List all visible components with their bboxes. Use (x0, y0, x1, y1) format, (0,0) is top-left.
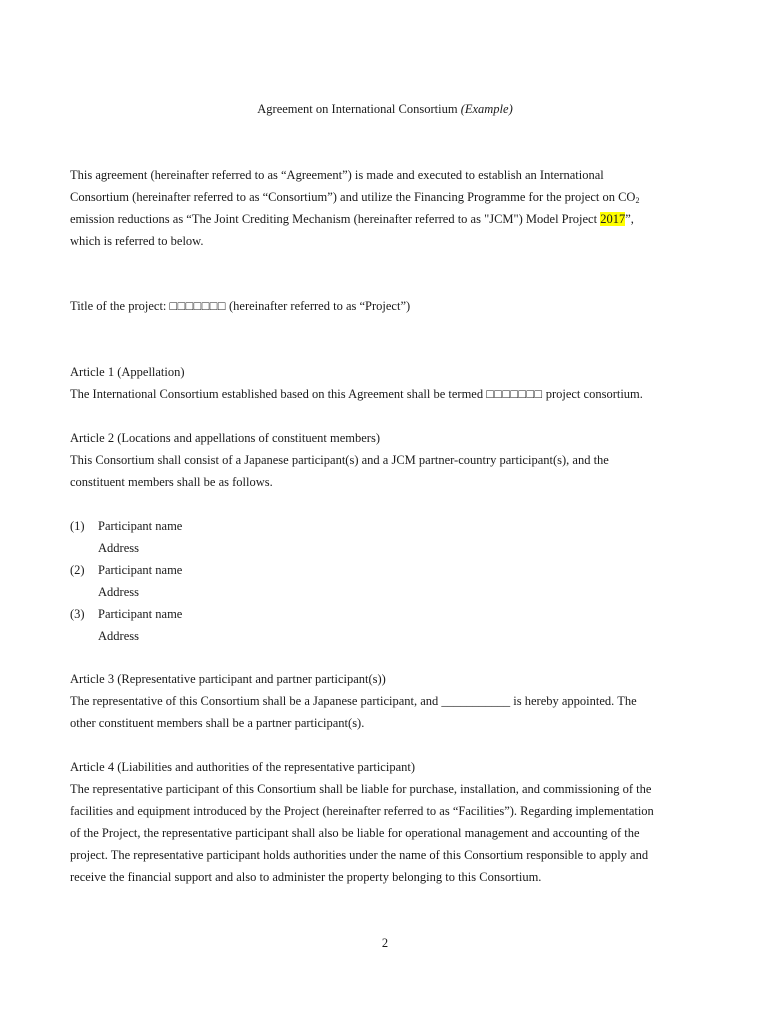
highlighted-year: 2017 (600, 212, 626, 226)
title-example-note: (Example) (460, 102, 513, 116)
member-3-number: (3) (70, 607, 85, 621)
member-1-address: Address (98, 541, 139, 555)
member-3-address: Address (98, 629, 139, 643)
intro-line-2 (70, 189, 639, 205)
member-1-number: (1) (70, 519, 85, 533)
intro-line-1: This agreement (hereinafter referred to as “Agreement”) is made and executed to establish an International (70, 168, 604, 182)
member-2-address: Address (98, 585, 139, 599)
member-3-name: Participant name (98, 607, 183, 621)
article-4-line-3: of the Project, the representative participant shall also be liable for operational management and accounting of the (70, 826, 640, 840)
project-title-suffix: (hereinafter referred to as “Project”) (225, 299, 411, 313)
intro-line-4: which is referred to below. (70, 234, 204, 248)
article-1-text: The International Consortium established based on this Agreement shall be termed (70, 387, 487, 401)
article-4-line-2: facilities and equipment introduced by the Project (hereinafter referred to as “Facilities”). Regarding implementation (70, 804, 654, 818)
article-3-heading: Article 3 (Representative participant and partner participant(s)) (70, 672, 386, 686)
member-2-name: Participant name (98, 563, 183, 577)
project-title-line (70, 298, 410, 314)
article-2-line-1: This Consortium shall consist of a Japanese participant(s) and a JCM partner-country participant(s), and the (70, 453, 609, 467)
article-2-line-2: constituent members shall be as follows. (70, 475, 273, 489)
intro-line-2-text: Consortium (hereinafter referred to as “Consortium”) and utilize the Financing Programme for the project on CO (70, 190, 636, 204)
co2-subscript: 2 (635, 196, 640, 205)
article-1-heading: Article 1 (Appellation) (70, 365, 185, 379)
project-title-label: Title of the project: (70, 299, 170, 313)
article-4-heading: Article 4 (Liabilities and authorities of the representative participant) (70, 760, 416, 774)
article-2-heading: Article 2 (Locations and appellations of constituent members) (70, 431, 380, 445)
title-text: Agreement on International Consortium (257, 102, 461, 116)
intro-line-3-end: ”, (625, 212, 634, 226)
article-3-line-1: The representative of this Consortium shall be a Japanese participant, and ___________ is hereby appointed. The (70, 694, 637, 708)
article-4-line-5: receive the financial support and also to administer the property belonging to this Consortium. (70, 870, 542, 884)
article-4-line-1: The representative participant of this Consortium shall be liable for purchase, installation, and commissioning of the (70, 782, 652, 796)
project-name-placeholder: □□□□□□□ (169, 299, 226, 313)
member-1-name: Participant name (98, 519, 183, 533)
article-1-body (70, 386, 643, 402)
page-title (0, 101, 770, 117)
article-4-line-4: project. The representative participant holds authorities under the name of this Consortium responsible to apply and (70, 848, 649, 862)
article-1-text-end: project consortium. (542, 387, 643, 401)
intro-line-3-text: emission reductions as “The Joint Crediting Mechanism (hereinafter referred to as "JCM") Model Project (70, 212, 601, 226)
intro-line-3 (70, 211, 634, 227)
member-2-number: (2) (70, 563, 85, 577)
article-3-line-2: other constituent members shall be a partner participant(s). (70, 716, 365, 730)
consortium-name-placeholder: □□□□□□□ (486, 387, 543, 401)
page-number: 2 (381, 936, 389, 950)
